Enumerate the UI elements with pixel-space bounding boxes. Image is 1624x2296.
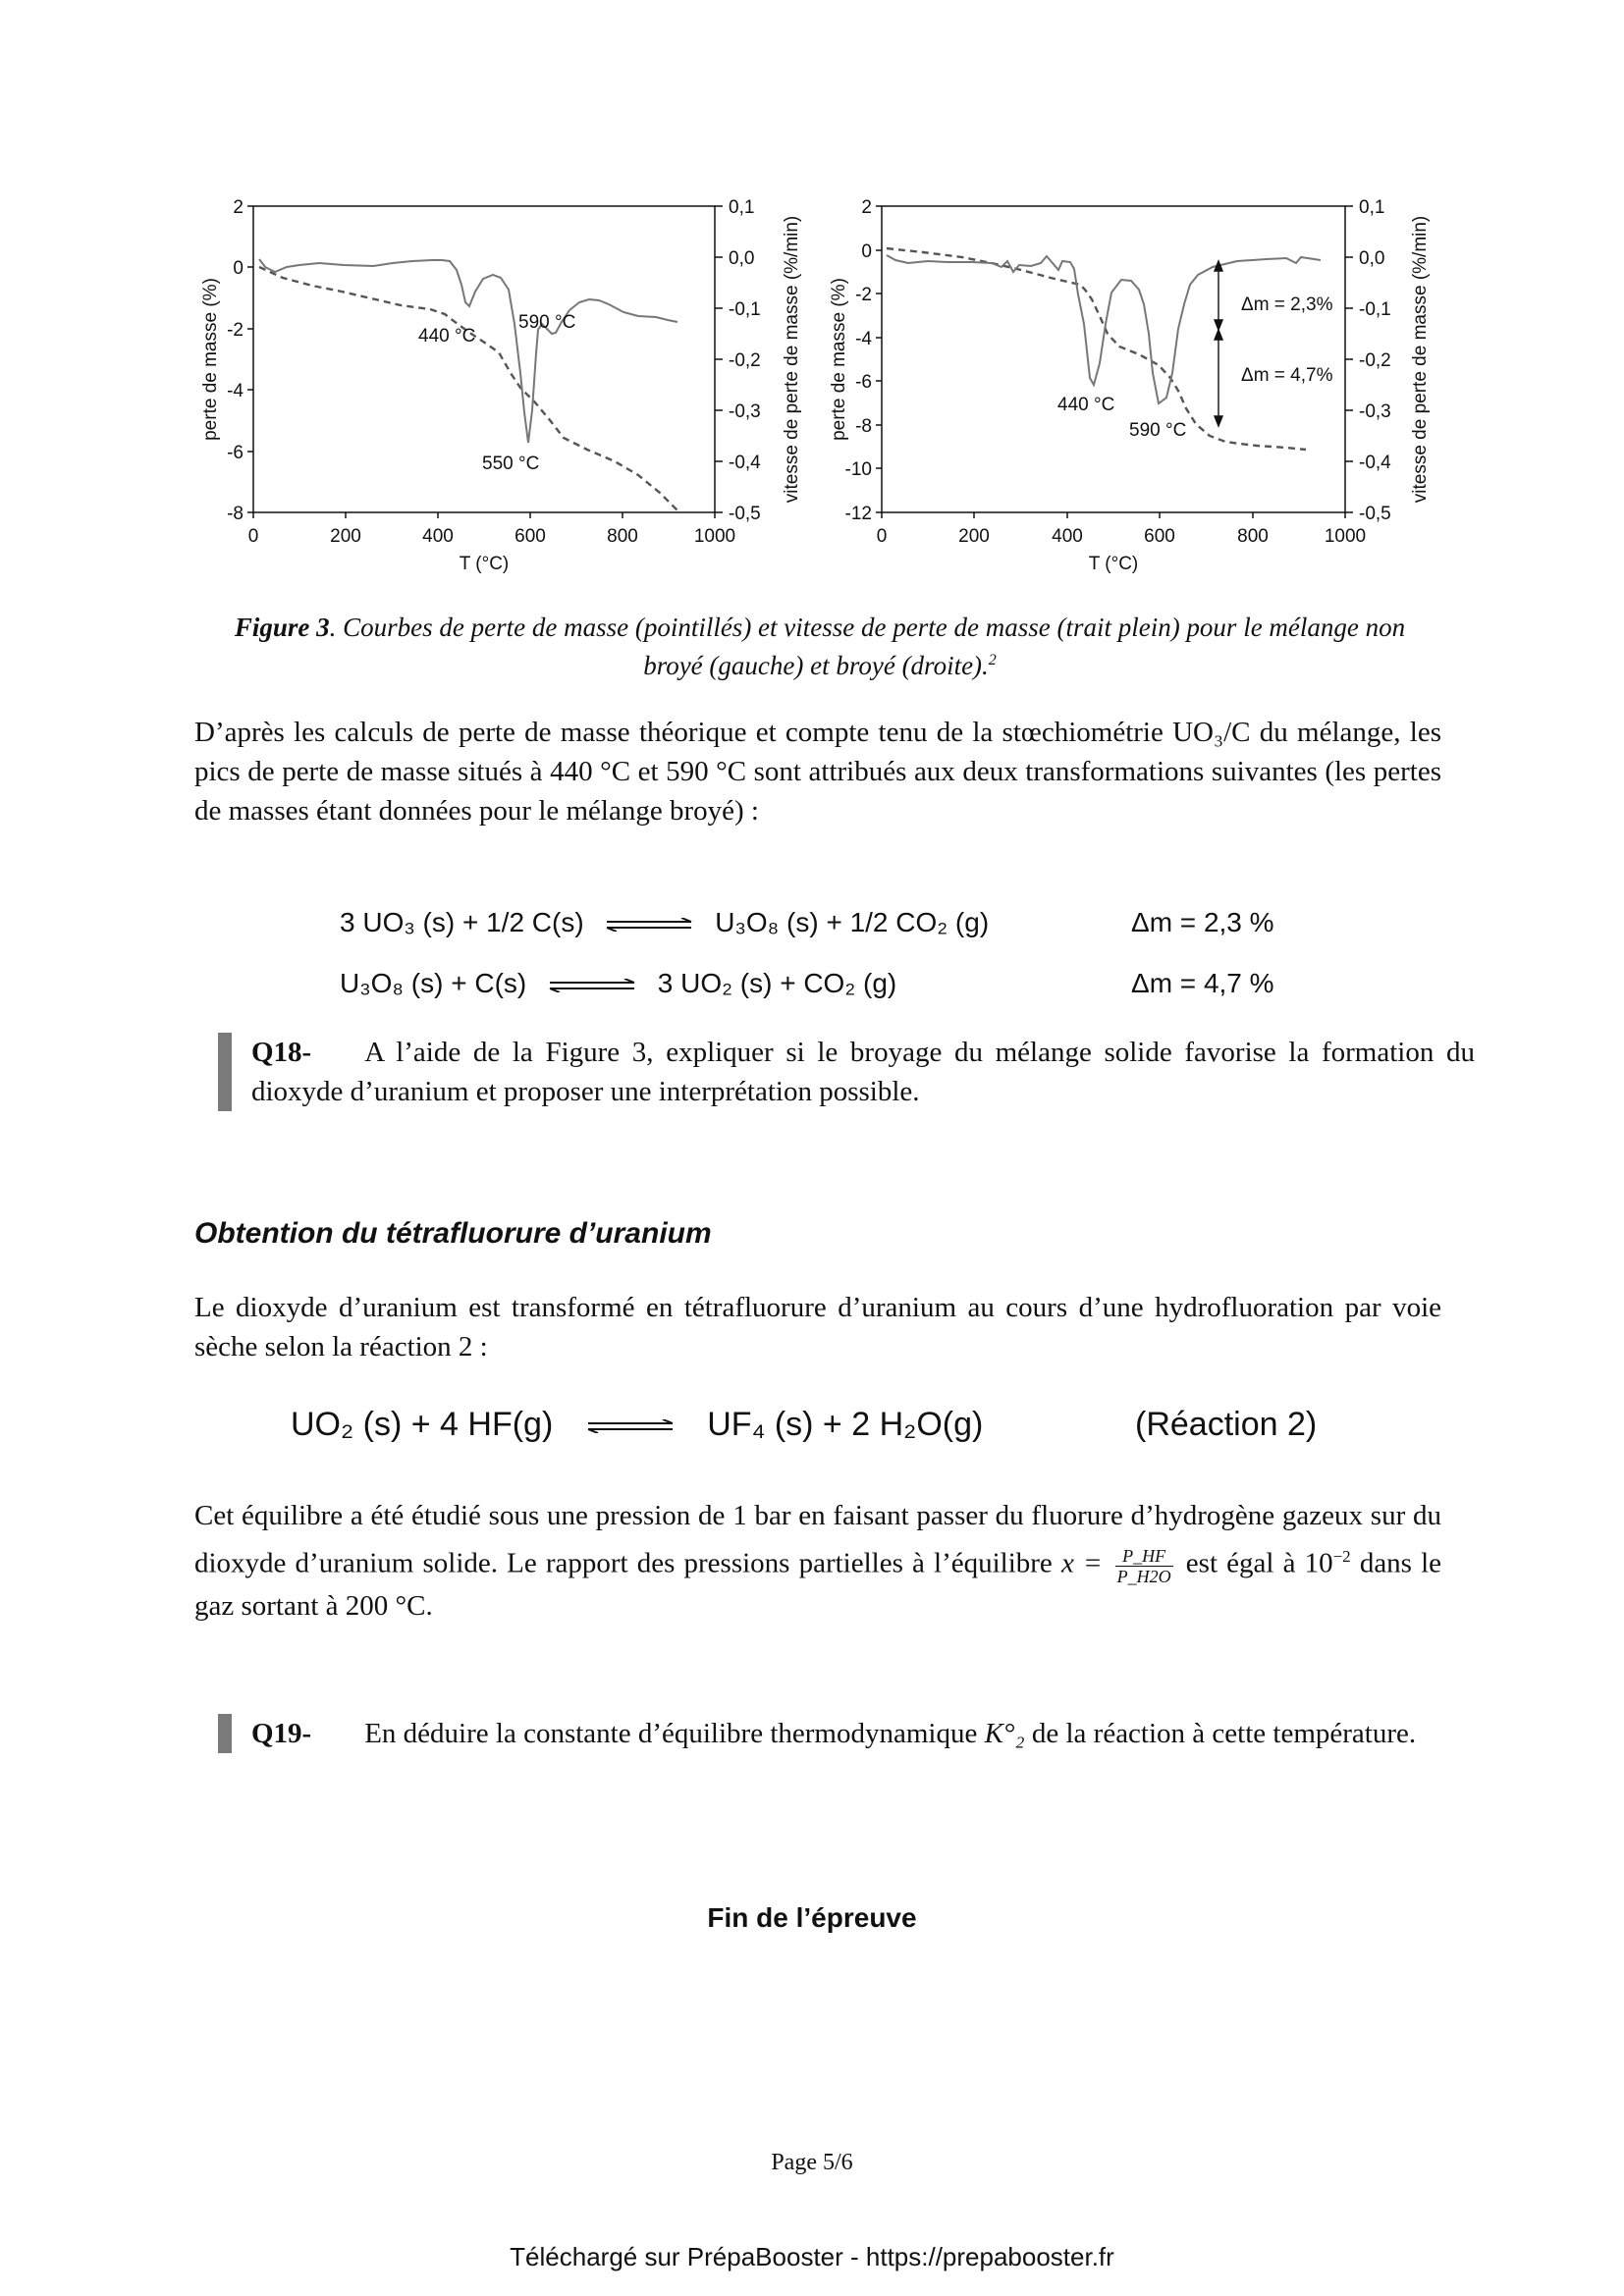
svg-text:0: 0 (247, 526, 259, 547)
question-q19: Q19- En déduire la constante d’équilibre thermodynamique K°₂ de la réaction à cette température. (218, 1714, 1475, 1753)
svg-text:-2: -2 (855, 285, 872, 305)
svg-text:600: 600 (1144, 526, 1175, 547)
svg-text:200: 200 (958, 526, 990, 547)
question-label: Q19- (251, 1718, 312, 1749)
svg-text:1000: 1000 (1324, 526, 1367, 547)
svg-text:-4: -4 (227, 381, 244, 401)
svg-text:perte de masse (%): perte de masse (%) (829, 278, 849, 441)
svg-text:-8: -8 (227, 504, 244, 524)
reaction-1-delta: Δm = 2,3 % (1131, 907, 1274, 937)
svg-text:-0,4: -0,4 (1359, 453, 1391, 473)
y2-axis-label: vitesse de perte de masse (%/min) (782, 215, 802, 504)
svg-text:0: 0 (876, 526, 888, 547)
svg-text:-0,5: -0,5 (729, 504, 761, 524)
reaction-2: U₃O₈ (s) + C(s) 3 UO₂ (s) + CO₂ (g) (340, 968, 897, 998)
svg-text:-12: -12 (844, 504, 872, 524)
figure-caption: Figure 3. Courbes de perte de masse (pointillés) et vitesse de perte de masse (trait plein) pour le mélange non broyé (gauche) et broyé (droite).$^2$ (234, 613, 1406, 680)
paragraph-equilibrium: Cet équilibre a été étudié sous une pression de 1 bar en faisant passer du fluorure d’hydrogène gazeux sur du dioxyde d’uranium solide. Le rapport des pressions partielles à l’équilibre x = $\frac{P\_HF}{P\_H2O}$ est égal à $10^{-2}$ dans le gaz sortant à 200 °C. (194, 1500, 1442, 1622)
caption-label: Figure 3 (234, 613, 330, 642)
svg-text:-0,2: -0,2 (1359, 350, 1391, 371)
footnote-ref: 2 (988, 652, 997, 668)
paragraph-intro: D’après les calculs de perte de masse théorique et compte tenu de la stœchiométrie UO₃/C du mélange, les pics de perte de masse situés à 440 °C et 590 °C sont attribués aux deux transformations suivantes (les pertes de masses étant données pour le mélange broyé) : (194, 717, 1441, 827)
equilibrium-arrow-icon (576, 1419, 684, 1433)
svg-text:1000: 1000 (693, 526, 736, 547)
page-number: Page 5/6 (771, 2150, 853, 2175)
svg-text:600: 600 (514, 526, 546, 547)
svg-text:-10: -10 (844, 459, 872, 480)
svg-text:0,1: 0,1 (1359, 197, 1385, 218)
annotation-dm-23: Δm = 2,3% (1241, 294, 1333, 315)
end-of-exam: Fin de l’épreuve (707, 1902, 917, 1933)
x-axis-label: T (°C) (459, 554, 510, 574)
svg-text:-6: -6 (227, 443, 244, 463)
paragraph-hydrofluoration: Le dioxyde d’uranium est transformé en tétrafluorure d’uranium au cours d’une hydrofluoration par voie sèche selon la réaction 2 : (194, 1292, 1441, 1362)
svg-text:0: 0 (233, 258, 244, 279)
annotation-440: 440 °C (418, 326, 476, 347)
svg-text:T (°C): T (°C) (1088, 554, 1139, 574)
section-heading: Obtention du tétrafluorure d’uranium (194, 1217, 712, 1250)
svg-text:-6: -6 (855, 372, 872, 393)
svg-text:2: 2 (861, 197, 872, 218)
y-axis-label: perte de masse (%) (200, 278, 221, 441)
svg-text:-0,4: -0,4 (729, 453, 761, 473)
annotation-dm-47: Δm = 4,7% (1241, 365, 1333, 386)
chart-right-ground (829, 197, 1431, 574)
equilibrium-arrow-icon (605, 918, 693, 932)
svg-text:0,0: 0,0 (729, 248, 755, 269)
svg-text:800: 800 (607, 526, 638, 547)
svg-text:800: 800 (1237, 526, 1269, 547)
annotation-590: 590 °C (1129, 420, 1187, 441)
svg-text:-0,1: -0,1 (1359, 299, 1391, 320)
reaction-1: 3 UO₃ (s) + 1/2 C(s) U₃O₈ (s) + 1/2 CO₂ (g) (340, 907, 990, 937)
reaction-label: (Réaction 2) (1135, 1406, 1318, 1443)
svg-text:0: 0 (861, 241, 872, 262)
svg-text:vitesse de perte de masse (%/m: vitesse de perte de masse (%/min) (1410, 215, 1431, 504)
reaction-2-delta: Δm = 4,7 % (1131, 968, 1274, 998)
reaction-main-2: UO₂ (s) + 4 HF(g) UF₄ (s) + 2 H₂O(g) (291, 1406, 984, 1443)
figure-3 (0, 0, 1624, 589)
svg-text:-0,1: -0,1 (729, 299, 761, 320)
svg-text:0,0: 0,0 (1359, 248, 1385, 269)
pressure-ratio-fraction: $\frac{P\_HF}{P\_H2O}$ (1116, 1545, 1171, 1586)
question-q18: Q18- A l’aide de la Figure 3, expliquer si le broyage du mélange solide favorise la formation du dioxyde d’uranium et proposer une interprétation possible. (218, 1033, 1475, 1111)
ytick: 2 (233, 197, 244, 218)
svg-text:-0,3: -0,3 (1359, 401, 1391, 422)
annotation-550: 550 °C (482, 454, 540, 474)
equilibrium-arrow-icon (548, 979, 636, 992)
svg-text:0,1: 0,1 (729, 197, 755, 218)
annotation-440: 440 °C (1057, 395, 1115, 415)
question-label: Q18- (251, 1037, 312, 1068)
svg-text:-2: -2 (227, 320, 244, 341)
chart-left-unground (200, 197, 802, 574)
download-notice: Téléchargé sur PrépaBooster - https://prepabooster.fr (510, 2242, 1114, 2271)
svg-text:-0,3: -0,3 (729, 401, 761, 422)
svg-text:200: 200 (330, 526, 361, 547)
svg-text:-8: -8 (855, 416, 872, 437)
equilibrium-constant-symbol: K°₂ (984, 1718, 1025, 1749)
svg-text:-0,5: -0,5 (1359, 504, 1391, 524)
svg-text:400: 400 (422, 526, 454, 547)
svg-text:-4: -4 (855, 329, 872, 349)
annotation-590: 590 °C (518, 312, 576, 333)
svg-text:-0,2: -0,2 (729, 350, 761, 371)
svg-text:400: 400 (1052, 526, 1083, 547)
